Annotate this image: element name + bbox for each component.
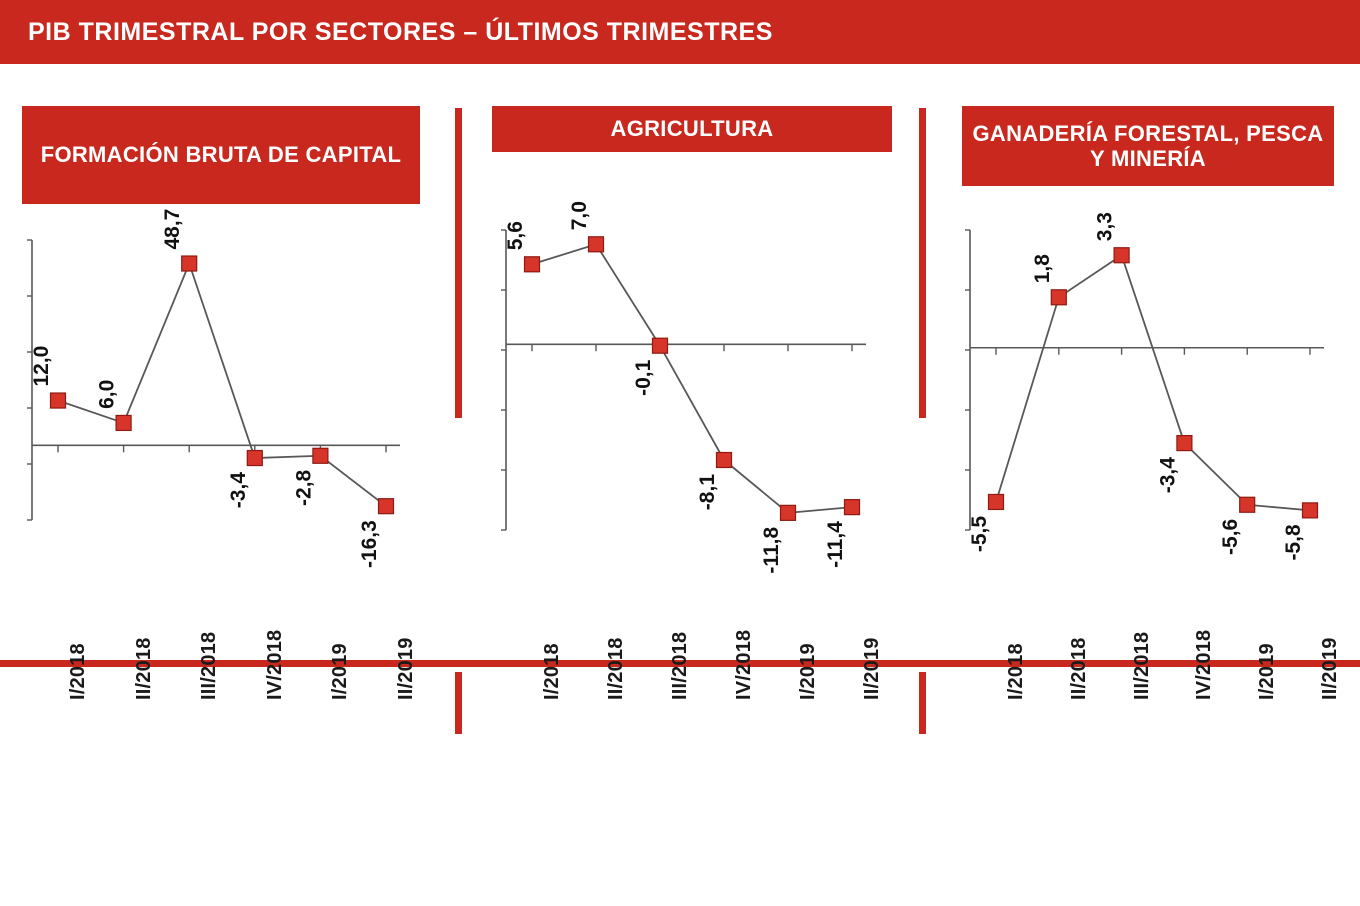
x-axis-labels-1: [10, 629, 440, 850]
data-point-marker: [1114, 248, 1129, 263]
x-axis-tick-label: II/2018: [605, 637, 627, 700]
data-point-label: 3,3: [1093, 212, 1117, 242]
data-point-label: -16,3: [358, 520, 381, 569]
x-axis-tick-label: I/2019: [1256, 643, 1279, 700]
data-point-label: 48,7: [161, 208, 185, 250]
data-point-label: -11,4: [824, 521, 847, 568]
data-point-marker: [717, 453, 732, 468]
data-point-label: -5,6: [1219, 518, 1243, 555]
data-point-label: -11,8: [760, 526, 783, 574]
data-point-label: 5,6: [504, 221, 527, 251]
panel-divider-1: [455, 108, 462, 418]
chart-svg-3: [950, 130, 1360, 561]
x-axis-tick-label: IV/2018: [733, 629, 755, 700]
x-axis-tick-label: III/2018: [669, 631, 691, 700]
x-axis-tick-label: I/2018: [67, 643, 89, 700]
data-point-marker: [989, 494, 1004, 509]
chart-plot-3: [950, 130, 1360, 561]
x-axis-tick-label: II/2019: [1319, 637, 1341, 700]
x-axis-tick-label: I/2019: [797, 643, 819, 700]
x-axis-labels-2: [484, 629, 904, 850]
data-point-label: 12,0: [30, 345, 53, 387]
data-point-label: -5,8: [1282, 524, 1305, 561]
data-point-marker: [845, 500, 860, 515]
data-point-marker: [1177, 436, 1192, 451]
data-point-label: -3,4: [226, 472, 250, 509]
data-point-label: 6,0: [95, 379, 119, 409]
chart-plot-2: [484, 130, 904, 574]
data-point-marker: [525, 257, 540, 272]
data-point-marker: [1240, 497, 1255, 512]
x-axis-tick-label: III/2018: [198, 631, 221, 700]
chart-plot-1: [10, 130, 440, 569]
x-axis-tick-label: II/2018: [1067, 637, 1090, 700]
data-point-label: -2,8: [292, 469, 316, 506]
x-axis-tick-label: II/2019: [861, 637, 883, 700]
x-axis-tick-label: I/2018: [541, 643, 563, 700]
data-point-marker: [116, 415, 131, 430]
x-axis-tick-label: III/2018: [1130, 631, 1153, 700]
x-axis-tick-label: I/2018: [1005, 643, 1027, 700]
data-point-marker: [781, 505, 796, 520]
chart-title-3: GANADERÍA FORESTAL, PESCA Y MINERÍA: [962, 106, 1334, 186]
data-point-label: -5,5: [968, 515, 991, 553]
chart-title-2: AGRICULTURA: [492, 106, 892, 152]
x-axis-tick-label: IV/2018: [263, 629, 286, 700]
data-point-marker: [379, 499, 394, 514]
data-point-label: 7,0: [568, 201, 591, 231]
data-point-label: -8,1: [696, 474, 719, 511]
data-point-label: 1,8: [1030, 254, 1054, 284]
x-axis-tick-label: II/2019: [395, 637, 417, 700]
page-title: PIB TRIMESTRAL POR SECTORES – ÚLTIMOS TRIMESTRES: [28, 18, 773, 46]
data-point-label: -0,1: [632, 359, 655, 396]
panel-divider-bottom-1: [455, 672, 462, 734]
chart-svg-2: [484, 130, 904, 574]
chart-svg-1: [10, 130, 440, 569]
x-axis-tick-label: IV/2018: [1193, 629, 1216, 700]
data-point-marker: [1303, 503, 1318, 518]
data-point-marker: [653, 338, 668, 353]
data-point-marker: [182, 256, 197, 271]
data-point-marker: [589, 237, 604, 252]
panel-divider-bottom-2: [919, 672, 926, 734]
x-axis-tick-label: II/2018: [132, 637, 155, 700]
data-point-marker: [247, 451, 262, 466]
data-point-label: -3,4: [1156, 457, 1180, 494]
data-point-marker: [313, 448, 328, 463]
chart-title-1: FORMACIÓN BRUTA DE CAPITAL: [22, 106, 420, 204]
panel-divider-2: [919, 108, 926, 418]
x-axis-tick-label: I/2019: [329, 643, 352, 700]
data-point-marker: [1051, 290, 1066, 305]
data-point-marker: [51, 393, 66, 408]
x-axis-labels-3: [950, 629, 1360, 850]
